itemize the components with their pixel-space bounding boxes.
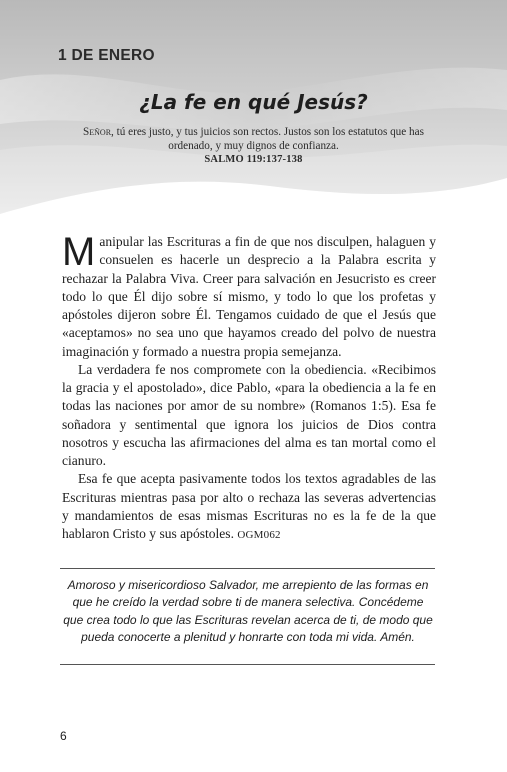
prayer-top-divider xyxy=(60,568,435,569)
prayer-text: Amoroso y misericordioso Salvador, me arrepiento de las formas en que he creído la verdad sobre ti de manera selectiva. Concédeme que crea todo lo que las Escrituras revelan acerca de ti, de modo que pueda conocerte a plenitud y honrarte con toda mi vida. Amén. xyxy=(63,578,433,645)
devotional-title: ¿La fe en qué Jesús? xyxy=(139,90,368,114)
date-heading: 1 DE ENERO xyxy=(58,47,155,64)
header-band xyxy=(0,0,507,215)
scripture-quote-text: , tú eres justo, y tus juicios son rectos. Justos son los estatutos que has ordenado, y muy dignos de confianza. xyxy=(111,126,424,152)
drop-cap: M xyxy=(62,230,96,274)
devotional-body xyxy=(62,230,436,544)
body-paragraph-3-text: Esa fe que acepta pasivamente todos los textos agradables de las Escrituras mientras pasa por alto o rechaza las severas advertencias y mandamientos de esas mismas Escrituras no es la fe de la que hablaron Cristo y sus apóstoles. xyxy=(62,471,436,541)
prayer-bottom-divider xyxy=(60,664,435,665)
scripture-reference: SALMO 119:137-138 xyxy=(204,154,303,165)
body-paragraph-3 xyxy=(62,470,436,544)
body-paragraph-1-text: anipular las Escrituras a fin de que nos disculpen, halaguen y consuelen es hacerle un desprecio a la Palabra escrita y rechazar la Palabra Viva. Creer para salvación en Jesucristo es creer todo lo que Él dijo sobre sí mismo, y todo lo que los profetas y apóstoles dijeron sobre Él. Tengamos cuidado de que el Jesús que «aceptamos» no sea uno que hayamos creado del polvo de nuestra imaginación y formado a nuestra propia semejanza. xyxy=(62,234,436,359)
body-paragraph-1 xyxy=(62,230,436,361)
scripture-quote xyxy=(60,125,447,153)
page-number: 6 xyxy=(60,729,67,743)
body-paragraph-2: La verdadera fe nos compromete con la obediencia. «Recibimos la gracia y el apostolado», dice Pablo, «para la obediencia a la fe en todas las naciones por amor de su nombre» (Romanos 1:5). Esa fe soñadora y sentimental que ignora los juicios de Dios contra nosotros y escucha las afirmaciones del alma es tan mortal como el cianuro. xyxy=(62,361,436,468)
source-code: OGM062 xyxy=(237,529,281,541)
scripture-quote-lead: Señor xyxy=(83,126,112,138)
